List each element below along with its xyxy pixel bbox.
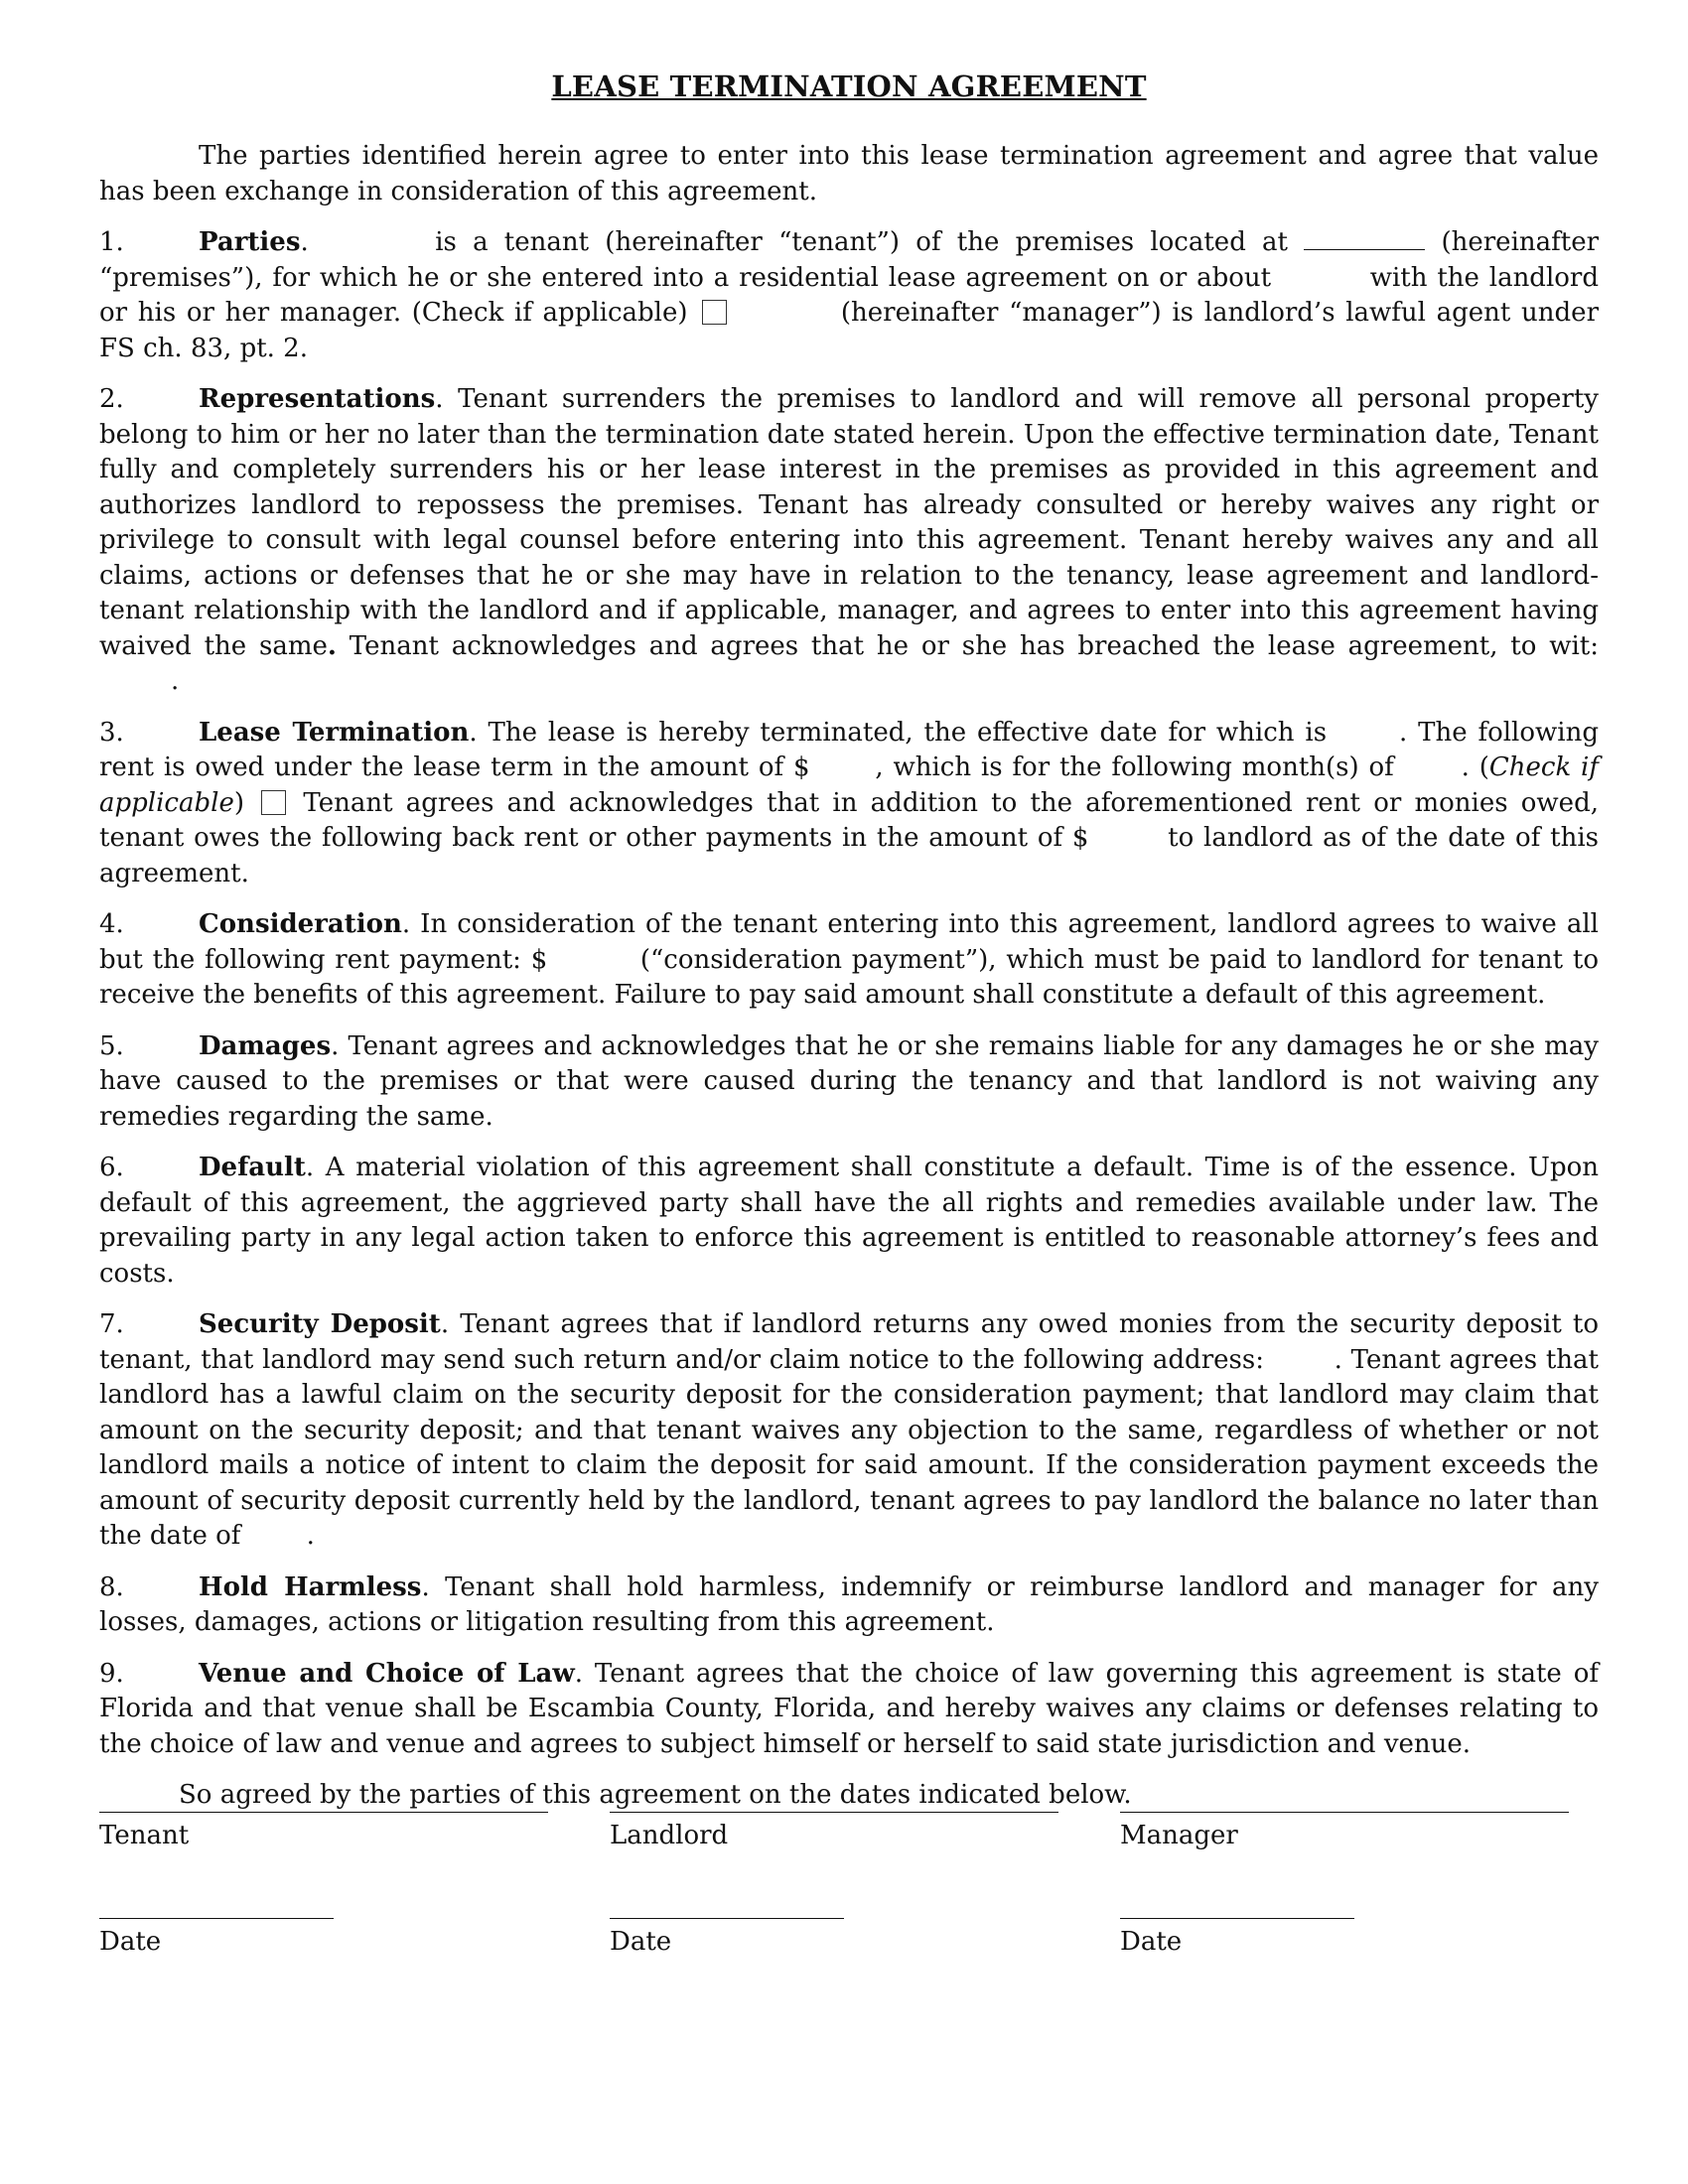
signature-line: [99, 1812, 548, 1813]
section-heading: Lease Termination: [199, 717, 470, 748]
manager-date[interactable]: [1120, 1918, 1354, 1957]
signature-label: Manager: [1120, 1821, 1238, 1850]
section-venue: 9. Venue and Choice of Law. Tenant agrees that the choice of law governing this agreement is state of Florida and that venue shall be Escambia County, Florida, and hereby waives any claims or defenses relating to the choice of law and venue and agrees to subject himself or herself to said state jurisdiction and venue.: [99, 1658, 1599, 1759]
tenant-date[interactable]: [99, 1918, 334, 1957]
section-number: 3.: [99, 717, 124, 748]
date-label: Date: [610, 1927, 672, 1957]
section-heading: Damages: [199, 1030, 332, 1061]
section-number: 8.: [99, 1571, 124, 1602]
section-heading: Venue and Choice of Law: [199, 1658, 575, 1689]
section-number: 7.: [99, 1309, 124, 1339]
section-number: 4.: [99, 909, 124, 939]
section-default: 6. Default. A material violation of this agreement shall constitute a default. Time is of the essence. Upon default of this agreement, the aggrieved party shall have the all rights and remedies available under law. The prevailing party in any legal action taken to enforce this agreement is entitled to reasonable attorney’s fees and costs.: [99, 1153, 1599, 1289]
tenant-signature[interactable]: [99, 1812, 548, 1850]
date-line: [99, 1918, 334, 1919]
landlord-date[interactable]: [610, 1918, 844, 1957]
section-heading: Representations: [199, 384, 436, 414]
section-heading: Consideration: [199, 909, 402, 939]
section-heading: Parties: [199, 227, 301, 257]
signature-line: [1120, 1812, 1569, 1813]
intro-paragraph: The parties identified herein agree to enter into this lease termination agreement and agree that value has been exchange in consideration of this agreement.: [99, 141, 1599, 206]
landlord-signature[interactable]: [610, 1812, 1058, 1850]
date-line: [1120, 1918, 1354, 1919]
signature-label: Landlord: [610, 1821, 729, 1850]
date-line: [610, 1918, 844, 1919]
section-damages: 5. Damages. Tenant agrees and acknowledges that he or she remains liable for any damages he or she may have caused to the premises or that were caused during the tenancy and that landlord is not waiving any remedies regarding the same.: [99, 1030, 1599, 1132]
section-number: 9.: [99, 1658, 124, 1689]
section-hold-harmless: 8. Hold Harmless. Tenant shall hold harmless, indemnify or reimburse landlord and manager for any losses, damages, actions or litigation resulting from this agreement.: [99, 1571, 1599, 1637]
closing-statement: So agreed by the parties of this agreement on the dates indicated below.: [179, 1780, 1132, 1810]
section-heading: Hold Harmless: [199, 1571, 422, 1602]
manager-signature[interactable]: [1120, 1812, 1569, 1850]
section-representations: 2. Representations. Tenant surrenders the premises to landlord and will remove all personal property belong to him or her no later than the termination date stated herein. Upon the effective termination date, Tenant fully and completely surrenders his or her lease interest in the premises as provided in this agreement and authorizes landlord to repossess the premises. Tenant has already consulted or hereby waives any right or privilege to consult with legal counsel before entering into this agreement. Tenant hereby waives any and all claims, actions or defenses that he or she may have in relation to the tenancy, lease agreement and landlord-tenant relationship with the landlord and if applicable, manager, and agrees to enter into this agreement having waived the same. Tenant acknowledges and agrees that he or she has breached the lease agreement, to wit: .: [99, 384, 1599, 696]
section-heading: Security Deposit: [199, 1309, 441, 1339]
back-rent-checkbox[interactable]: [261, 790, 286, 815]
section-consideration: 4. Consideration. In consideration of the tenant entering into this agreement, landlord agrees to waive all but the following rent payment: $ (“consideration payment”), which must be paid to landlord for tenant to receive the benefits of this agreement. Failure to pay said amount shall constitute a default of this agreement.: [99, 909, 1599, 1010]
section-number: 6.: [99, 1153, 124, 1182]
document-page: [99, 69, 1599, 1814]
premises-address-blank[interactable]: [1304, 227, 1425, 250]
section-number: 5.: [99, 1030, 124, 1061]
section-heading: Default: [199, 1153, 306, 1182]
section-parties: 1. Parties. is a tenant (hereinafter “tenant”) of the premises located at (hereinafter “premises”), for which he or she entered into a residential lease agreement on or about with the landlord or his or her manager. (Check if applicable) (hereinafter “manager”) is landlord’s lawful agent under FS ch. 83, pt. 2.: [99, 227, 1600, 363]
section-number: 2.: [99, 384, 124, 414]
section-lease-termination: 3. Lease Termination. The lease is hereby terminated, the effective date for which is . The following rent is owed under the lease term in the amount of $ , which is for the following month(s) of . (Check if applicable) Tenant agrees and acknowledges that in addition to the aforementioned rent or monies owed, tenant owes the following back rent or other payments in the amount of $ to landlord as of the date of this agreement.: [99, 717, 1600, 888]
signature-label: Tenant: [99, 1821, 190, 1850]
date-label: Date: [1120, 1927, 1183, 1957]
section-security-deposit: 7. Security Deposit. Tenant agrees that if landlord returns any owed monies from the security deposit to tenant, that landlord may send such return and/or claim notice to the following address: . Tenant agrees that landlord has a lawful claim on the security deposit for the consideration payment; that landlord may claim that amount on the security deposit; and that tenant waives any objection to the same, regardless of whether or not landlord mails a notice of intent to claim the deposit for said amount. If the consideration payment exceeds the amount of security deposit currently held by the landlord, tenant agrees to pay landlord the balance no later than the date of .: [99, 1309, 1599, 1551]
section-number: 1.: [99, 227, 124, 257]
signature-line: [610, 1812, 1058, 1813]
date-label: Date: [99, 1927, 162, 1957]
manager-checkbox[interactable]: [702, 300, 727, 325]
document-title: LEASE TERMINATION AGREEMENT: [551, 69, 1147, 103]
